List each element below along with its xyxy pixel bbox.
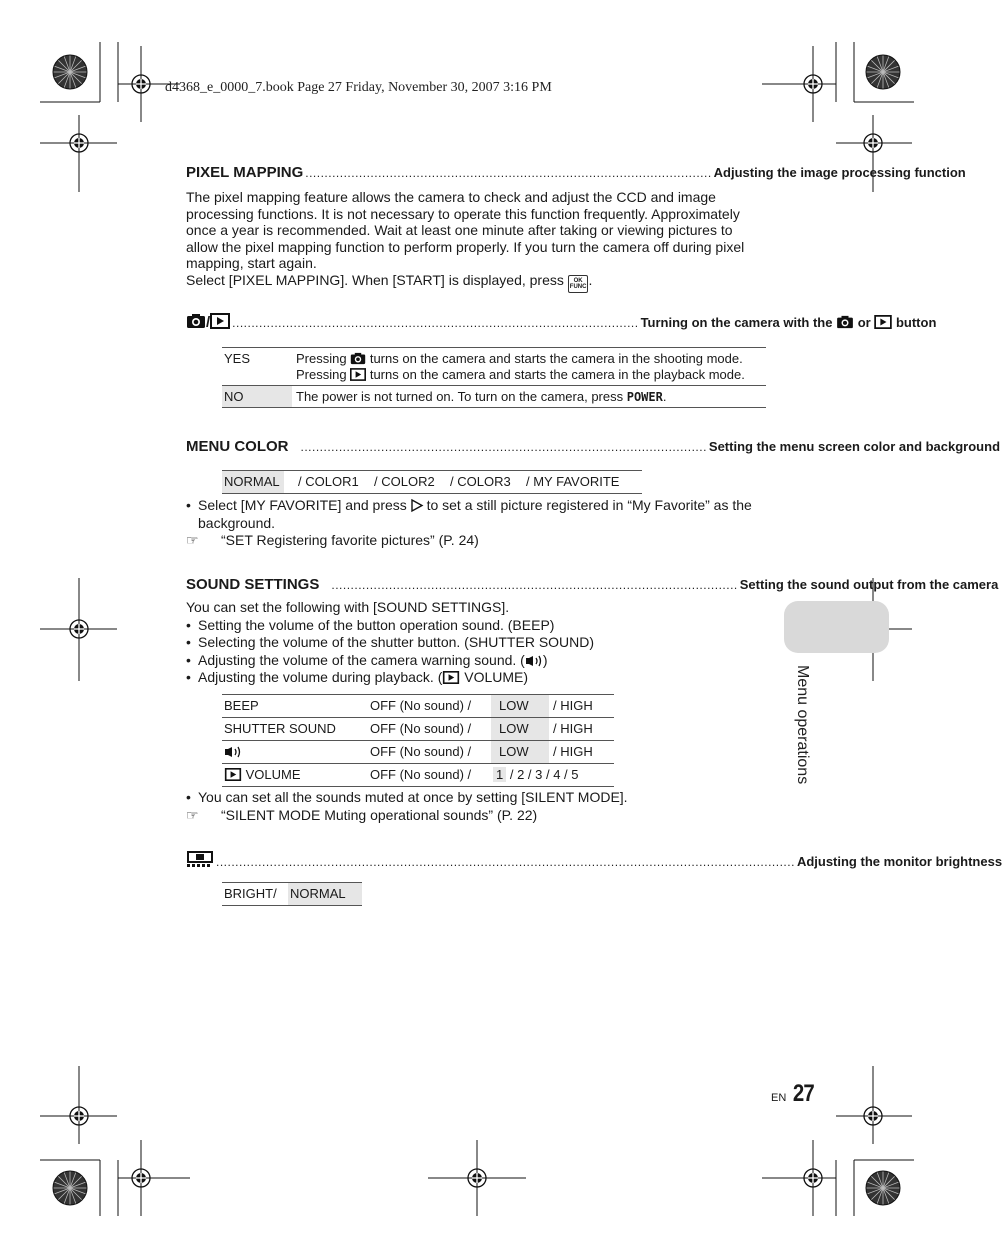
sound-low: LOW bbox=[491, 741, 549, 764]
warning-sound-icon bbox=[525, 655, 543, 667]
camera-playback-title: / bbox=[186, 313, 230, 331]
menu-color-options bbox=[222, 470, 642, 494]
camera-icon bbox=[350, 352, 366, 365]
menu-color-notes bbox=[186, 497, 771, 550]
sound-name: SHUTTER SOUND bbox=[224, 721, 336, 736]
playback-icon bbox=[224, 768, 242, 781]
sound-low: LOW bbox=[491, 695, 549, 718]
sound-settings-notes bbox=[186, 789, 771, 824]
power-key-label: POWER bbox=[626, 390, 663, 404]
option-bright: BRIGHT/ bbox=[224, 886, 277, 901]
sound-settings-heading bbox=[186, 576, 999, 598]
power-button-heading bbox=[186, 313, 937, 335]
book-header-info: d4368_e_0000_7.book Page 27 Friday, November 30, 2007 3:16 PM bbox=[165, 80, 552, 95]
ok-func-key-icon: OK FUNC bbox=[568, 275, 589, 293]
pixel-mapping-heading bbox=[186, 164, 966, 186]
power-button-desc: Turning on the camera with the or button bbox=[640, 315, 937, 330]
table-row bbox=[222, 386, 766, 408]
table-row bbox=[222, 718, 614, 741]
row-value: The power is not turned on. To turn on the camera, press POWER. bbox=[296, 389, 667, 404]
menu-color-desc: Setting the menu screen color and background bbox=[708, 439, 1001, 454]
sound-off: OFF (No sound) / bbox=[370, 767, 472, 782]
list-item: • Selecting the volume of the shutter button. (SHUTTER SOUND) bbox=[186, 634, 595, 650]
monitor-brightness-icon bbox=[186, 850, 214, 870]
option-color1: / COLOR1 bbox=[298, 474, 359, 489]
pixel-mapping-title: PIXEL MAPPING bbox=[186, 164, 304, 181]
sound-off: OFF (No sound) / bbox=[370, 744, 472, 759]
row-key: NO bbox=[222, 386, 292, 408]
sound-high: / HIGH bbox=[553, 698, 593, 713]
pixel-mapping-desc: Adjusting the image processing function bbox=[713, 165, 966, 180]
option-color3: / COLOR3 bbox=[450, 474, 511, 489]
list-item: • Setting the volume of the button operation sound. (BEEP) bbox=[186, 616, 555, 633]
table-row bbox=[222, 348, 766, 386]
sound-name: VOLUME bbox=[222, 764, 368, 787]
list-item: • You can set all the sounds muted at once by setting [SILENT MODE]. bbox=[186, 789, 628, 805]
chapter-label: Menu operations bbox=[794, 665, 811, 785]
table-row bbox=[222, 695, 614, 718]
body-line: mapping, start again. bbox=[186, 255, 317, 272]
leader-dots: ....................................................................................................................................................... bbox=[216, 855, 795, 869]
page-number-value: 27 bbox=[792, 1080, 814, 1107]
sound-high: / HIGH bbox=[553, 744, 593, 759]
sound-low: LOW bbox=[491, 718, 549, 741]
sound-off: OFF (No sound) / bbox=[370, 721, 472, 736]
table-row bbox=[222, 471, 642, 494]
sound-name bbox=[222, 741, 368, 764]
option-normal: NORMAL bbox=[288, 883, 362, 906]
body-line: once a year is recommended. Wait at least one minute after taking or viewing pictures to bbox=[186, 222, 733, 239]
intro-text: You can set the following with [SOUND SETTINGS]. bbox=[186, 599, 510, 615]
list-item: • Select [MY FAVORITE] and press to set a still picture registered in “My Favorite” as the background. bbox=[186, 497, 752, 531]
power-button-table bbox=[222, 347, 766, 408]
leader-dots: .......................................................................................................... bbox=[300, 440, 707, 454]
list-item: • Adjusting the volume of the camera warning sound. ( ) bbox=[186, 651, 548, 668]
cross-reference: ☞ “SILENT MODE Muting operational sounds” (P. 22) bbox=[186, 806, 538, 823]
body-line: The pixel mapping feature allows the camera to check and adjust the CCD and image bbox=[186, 189, 716, 205]
row-key: YES bbox=[224, 351, 251, 366]
volume-levels: 1 / 2 / 3 / 4 / 5 bbox=[491, 764, 614, 787]
option-my-favorite: / MY FAVORITE bbox=[526, 474, 620, 489]
pointing-hand-icon: ☞ bbox=[186, 806, 199, 823]
right-arrow-icon bbox=[411, 499, 423, 512]
select-line: Select [PIXEL MAPPING]. When [START] is displayed, press OK FUNC . bbox=[186, 272, 771, 293]
playback-icon bbox=[442, 671, 460, 684]
table-row bbox=[222, 741, 614, 764]
playback-icon bbox=[210, 313, 230, 329]
page-number bbox=[771, 1080, 815, 1108]
pointing-hand-icon: ☞ bbox=[186, 532, 199, 548]
menu-color-title: MENU COLOR bbox=[186, 438, 289, 455]
row-value: Pressing turns on the camera and starts the camera in the shooting mode. Pressing turns on the camera and starts the camera in the playback mode. bbox=[296, 351, 745, 382]
body-line: allow the pixel mapping function to perform properly. If you turn the camera off during pixel bbox=[186, 238, 745, 255]
sound-settings-table bbox=[222, 694, 614, 787]
monitor-heading bbox=[186, 850, 1002, 872]
language-code: EN bbox=[771, 1092, 787, 1104]
leader-dots: .......................................................................................................... bbox=[331, 578, 738, 592]
table-row bbox=[222, 883, 362, 906]
leader-dots: .......................................................................................................... bbox=[232, 316, 639, 330]
playback-icon bbox=[874, 315, 892, 329]
body-line: processing functions. It is not necessary to operate this function frequently. Approximately bbox=[186, 205, 740, 222]
leader-dots: .......................................................................................................... bbox=[305, 166, 712, 180]
monitor-desc: Adjusting the monitor brightness bbox=[796, 854, 1002, 869]
sound-high: / HIGH bbox=[553, 721, 593, 736]
menu-color-heading bbox=[186, 438, 1001, 460]
option-normal: NORMAL bbox=[222, 471, 284, 494]
pixel-mapping-body bbox=[186, 189, 771, 293]
sound-settings-title: SOUND SETTINGS bbox=[186, 576, 320, 593]
sound-settings-list bbox=[186, 599, 771, 687]
list-item: • Adjusting the volume during playback. ( VOLUME) bbox=[186, 669, 529, 685]
camera-icon bbox=[836, 315, 854, 329]
warning-sound-icon bbox=[224, 746, 242, 758]
cross-reference: ☞ “SET Registering favorite pictures” (P. 24) bbox=[186, 532, 479, 548]
monitor-options bbox=[222, 882, 362, 906]
camera-icon bbox=[186, 313, 206, 329]
chapter-tab bbox=[784, 601, 889, 653]
sound-name: BEEP bbox=[224, 698, 259, 713]
table-row bbox=[222, 764, 614, 787]
sound-settings-desc: Setting the sound output from the camera bbox=[739, 577, 999, 592]
option-color2: / COLOR2 bbox=[374, 474, 435, 489]
sound-off: OFF (No sound) / bbox=[370, 698, 472, 713]
playback-icon bbox=[350, 368, 366, 381]
